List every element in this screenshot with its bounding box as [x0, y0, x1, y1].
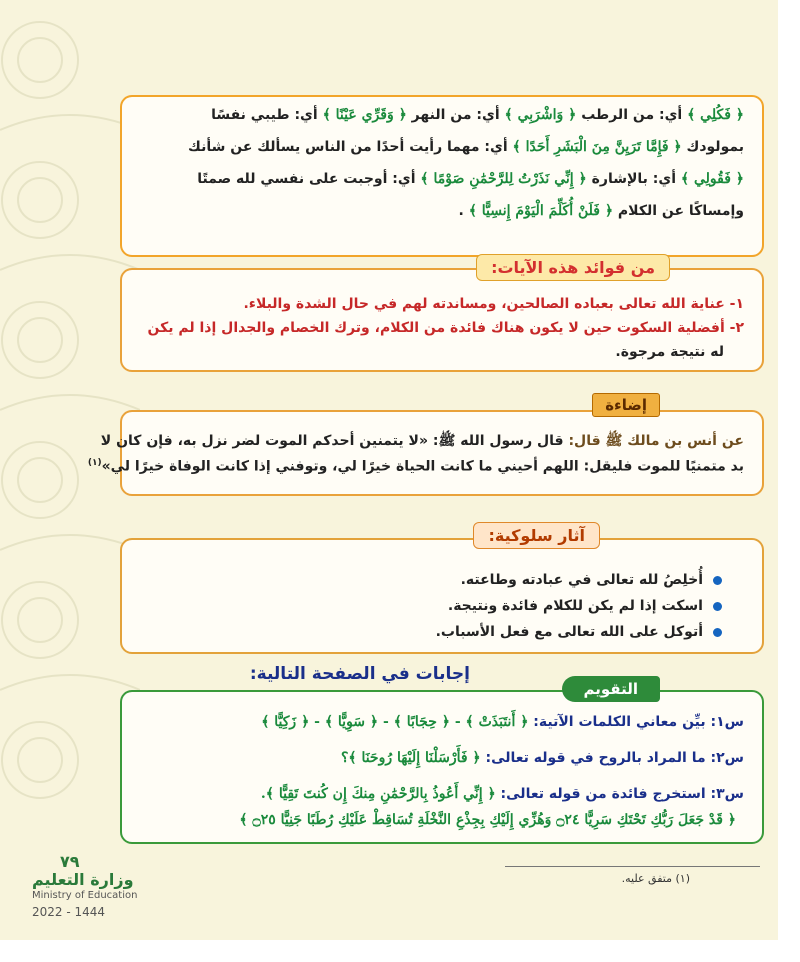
meaning-text: أي: من النهر	[411, 107, 500, 123]
meaning-text: أي: طيبي نفسًا	[211, 107, 318, 123]
behavior-item-1	[140, 572, 722, 588]
footnote-divider	[505, 866, 760, 867]
meaning-text: أي: من الرطب	[581, 107, 683, 123]
hadith-text: بد متمنيًا للموت فليقل: اللهم أحيني ما كانت الحياة خيرًا لي، وتوفني إذا كانت الوفاة خيرًا لي»	[101, 458, 744, 475]
quran-words-list: ﴿ أَنتَبَذَتْ ﴾ - ﴿ حِجَابًا ﴾ - ﴿ سَوِيًّا ﴾ - ﴿ زَكِيًّا ﴾	[261, 714, 529, 730]
bullet-icon	[713, 602, 722, 611]
benefit-item-1: ١- عناية الله تعالى بعباده الصالحين، ومساندته لهم في حال الشدة والبلاء.	[243, 296, 744, 312]
edition-year: 2022 - 1444	[32, 905, 106, 919]
benefits-title: من فوائد هذه الآيات:	[476, 254, 670, 281]
question-1	[140, 714, 744, 730]
ministry-name-en: Ministry of Education	[32, 890, 138, 901]
behavior-text: أُخلِصُ لله تعالى في عبادته وطاعته.	[460, 572, 703, 588]
answers-note: إجابات في الصفحة التالية:	[249, 664, 470, 684]
question-3	[140, 786, 744, 802]
meaning-text: أي: بالإشارة	[591, 171, 677, 187]
quran-verse: ﴿ إِنِّي أَعُوذُ بِالرَّحْمَٰنِ مِنكَ إِن كُنتَ تَقِيًّا ﴾.	[260, 786, 496, 802]
meanings-box	[120, 95, 764, 257]
behavior-text: اسكت إذا لم يكن للكلام فائدة ونتيجة.	[447, 598, 703, 614]
meaning-text: أي: أوجبت على نفسي لله صمتًا	[197, 171, 416, 187]
footnote-ref: (١)	[87, 458, 102, 468]
hadith-narrator: عن أنس بن مالك ﷺ قال:	[568, 433, 744, 449]
question-text: س١: بيِّن معاني الكلمات الآتية:	[533, 714, 744, 730]
footnote-text: (١) متفق عليه.	[621, 872, 690, 885]
quran-word-ishrabi: ﴿ وَاشْرَبِي ﴾	[504, 107, 577, 123]
question-2	[140, 750, 744, 766]
benefit-item-2: ٢- أفضلية السكوت حين لا يكون هناك فائدة من الكلام، وترك الخصام والجدال إذا لم يكن	[147, 320, 744, 336]
page-margin-bottom	[0, 940, 800, 962]
evaluation-label: التقويم	[562, 676, 661, 702]
quran-word-qarri: ﴿ وَقَرِّي عَيْنًا ﴾	[322, 107, 407, 123]
meaning-line-1	[140, 107, 744, 123]
behavior-item-3	[140, 624, 722, 640]
hadith-line-2	[87, 458, 744, 475]
quran-phrase-tarayinna: ﴿ فَإِمَّا تَرَيِنَّ مِنَ الْبَشَرِ أَحَدًا ﴾	[512, 139, 682, 155]
addition-label: إضاءة	[592, 393, 660, 417]
bullet-icon	[713, 628, 722, 637]
question-3-verse-2: ﴿ قَدْ جَعَلَ رَبُّكِ تَحْتَكِ سَرِيًّا ۝٢٤ وَهُزِّي إِلَيْكِ بِجِذْعِ النَّخْلَةِ تُسَاقِطْ عَلَيْكِ رُطَبًا جَنِيًّا ۝٢٥ ﴾	[239, 812, 736, 828]
quran-phrase-ukallima: ﴿ فَلَنْ أُكَلِّمَ الْيَوْمَ إِنسِيًّا ﴾	[468, 203, 614, 219]
hadith-text: قال رسول الله ﷺ: «لا يتمنين أحدكم الموت لضر نزل به، فإن كان لا	[100, 433, 564, 449]
benefit-item-2-cont: له نتيجة مرجوة.	[615, 344, 724, 360]
meaning-text: أي: مهما رأيت أحدًا من الناس يسألك عن شأنك	[188, 139, 508, 155]
quran-word-quli: ﴿ فَقُولِي ﴾	[680, 171, 744, 187]
question-text: س٣: استخرج فائدة من قوله تعالى:	[500, 786, 744, 802]
meaning-text: .	[458, 203, 464, 219]
quran-verse: ﴿ فَأَرْسَلْنَا إِلَيْهَا رُوحَنَا ﴾؟	[340, 750, 481, 766]
behaviors-title: آثار سلوكية:	[473, 522, 600, 549]
page-number: ٧٩	[60, 852, 80, 871]
meaning-line-3	[140, 171, 744, 187]
quran-word-kuli: ﴿ فَكُلِي ﴾	[687, 107, 744, 123]
addition-box	[87, 410, 764, 496]
page-margin-right	[778, 0, 800, 962]
behavior-text: أتوكل على الله تعالى مع فعل الأسباب.	[435, 624, 703, 640]
meaning-text: بمولودك	[686, 139, 744, 155]
ministry-name-ar: وزارة التعليم	[32, 870, 134, 889]
behaviors-box	[120, 538, 764, 654]
evaluation-box	[120, 690, 764, 844]
hadith-line-1	[100, 432, 744, 452]
bullet-icon	[713, 576, 722, 585]
quran-phrase-nadhartu: ﴿ إِنِّي نَذَرْتُ لِلرَّحْمَٰنِ صَوْمًا ﴾	[420, 171, 587, 187]
meaning-text: وإمساكًا عن الكلام	[617, 203, 744, 219]
meaning-line-4	[140, 203, 744, 219]
question-text: س٢: ما المراد بالروح في قوله تعالى:	[485, 750, 744, 766]
meaning-line-2	[140, 139, 744, 155]
benefits-box	[120, 268, 764, 372]
behavior-item-2	[140, 598, 722, 614]
